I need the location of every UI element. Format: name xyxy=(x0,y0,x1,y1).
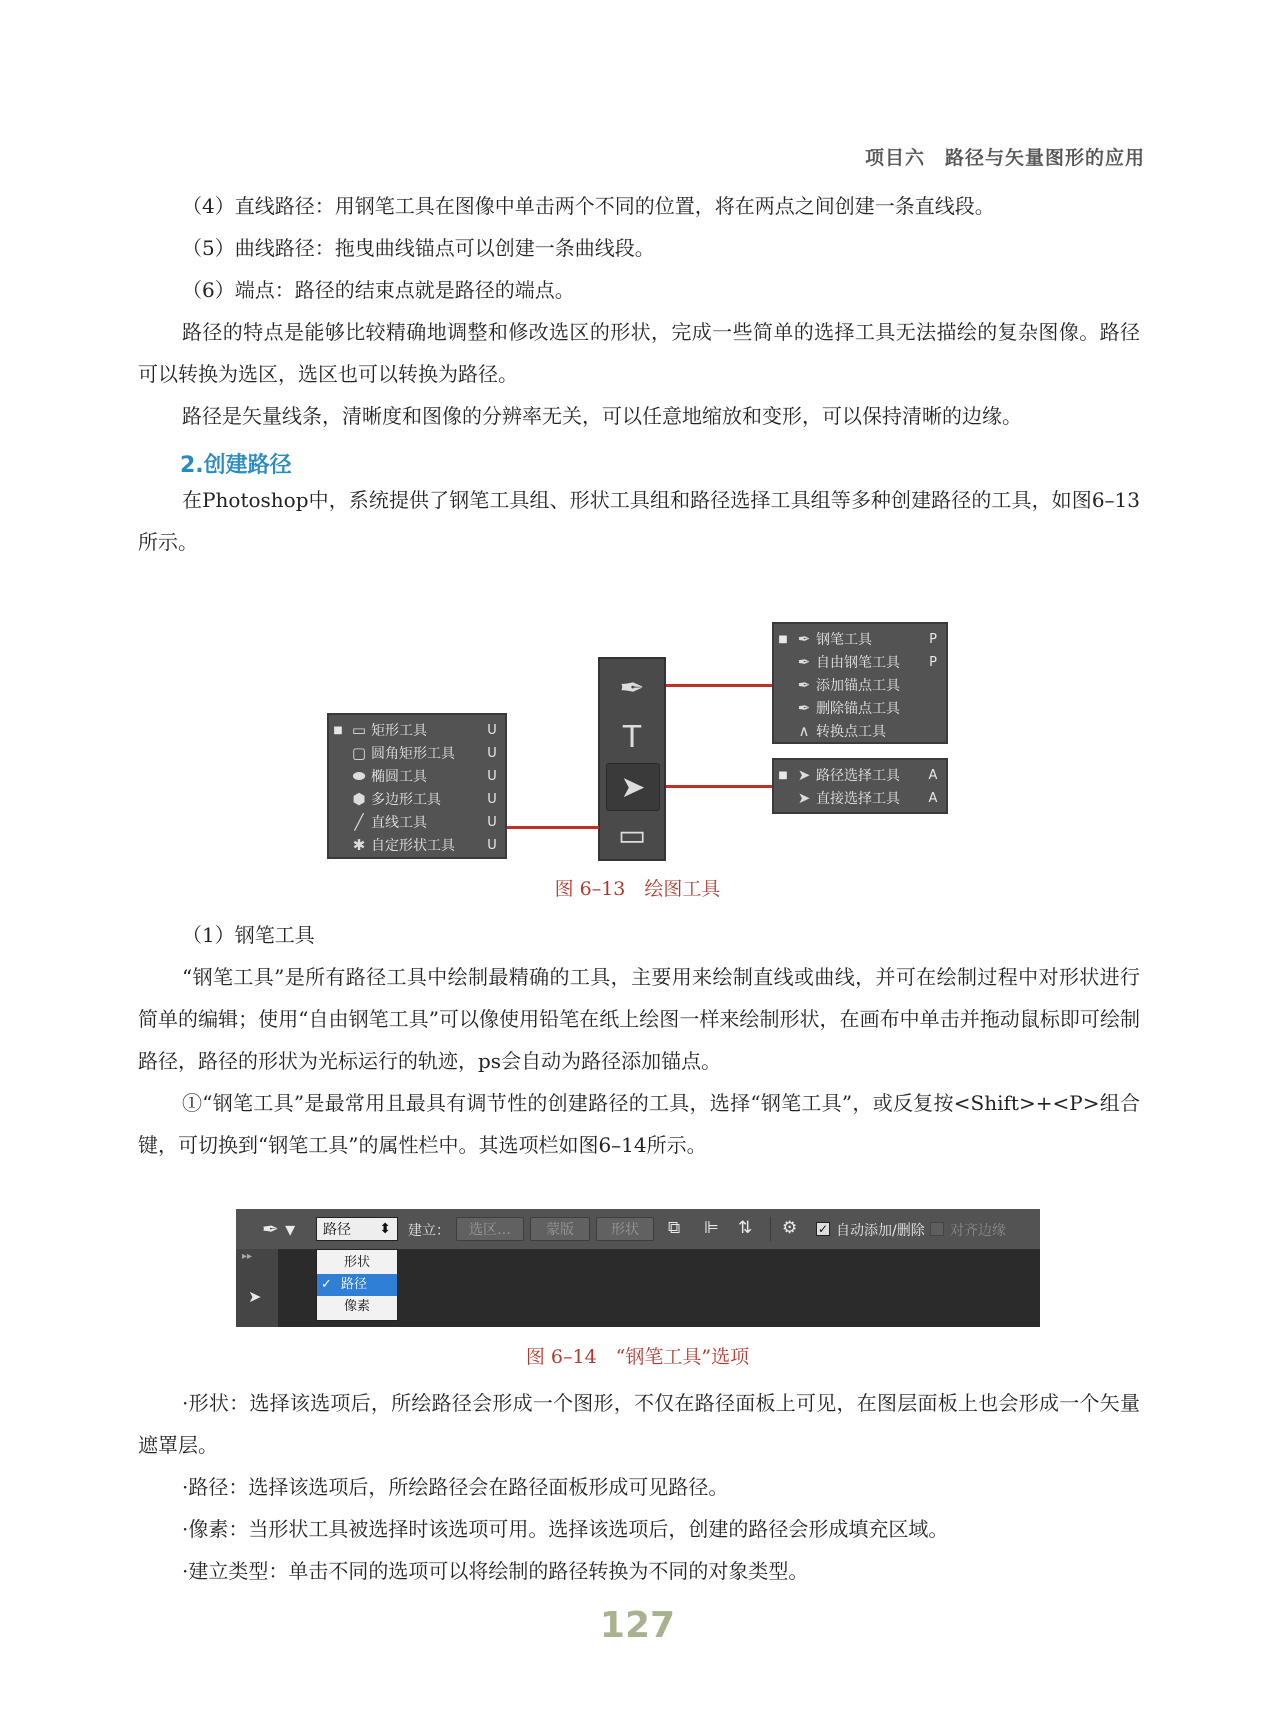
figure-caption-6-14: 图 6–14 “钢笔工具”选项 xyxy=(525,1346,750,1368)
pen-menu-item[interactable] xyxy=(774,651,946,673)
connector-line-select xyxy=(666,785,772,788)
auto-add-delete-label: 自动添加/删除 xyxy=(836,1223,925,1239)
shape-menu-item[interactable] xyxy=(329,834,505,856)
dropdown-option-pixels[interactable]: 像素 xyxy=(343,1299,370,1314)
shape-menu-item[interactable] xyxy=(329,788,505,810)
selection-tool-menu xyxy=(772,758,948,814)
dropdown-option-path[interactable] xyxy=(317,1274,397,1296)
menu-item-label: 直线工具 xyxy=(371,815,427,831)
shortcut-key: A xyxy=(928,790,938,806)
shortcut-key: U xyxy=(487,745,497,761)
running-header: 项目六 路径与矢量图形的应用 xyxy=(864,147,1145,169)
expand-icon[interactable]: ▸▸ xyxy=(242,1251,253,1262)
checkmark-icon: ✓ xyxy=(321,1277,332,1292)
options-bar xyxy=(236,1209,1040,1250)
align-edges-label: 对齐边缘 xyxy=(950,1223,1006,1239)
pen-icon: ✒ xyxy=(797,630,811,648)
gear-icon[interactable]: ⚙ xyxy=(782,1218,798,1238)
pen-preset-icon[interactable]: ✒ ▾ xyxy=(262,1217,296,1241)
rectangle-tool-icon[interactable]: ▭ xyxy=(617,817,647,853)
auto-add-delete-checkbox[interactable]: ✓ xyxy=(817,1222,829,1236)
shortcut-key: U xyxy=(487,814,497,830)
paragraph-vector-lines: 路径是矢量线条，清晰度和图像的分辨率无关，可以任意地缩放和变形，可以保持清晰的边缘。 xyxy=(182,404,1022,428)
delete-anchor-icon: ✒ xyxy=(797,699,811,717)
add-anchor-icon: ✒ xyxy=(797,676,811,694)
custom-shape-icon: ✱ xyxy=(352,836,366,854)
pen-menu-item[interactable] xyxy=(774,628,946,650)
shape-menu-item[interactable] xyxy=(329,742,505,764)
paragraph-straight-path: （4）直线路径：用钢笔工具在图像中单击两个不同的位置，将在两点之间创建一条直线段。 xyxy=(182,194,995,218)
shape-menu-item[interactable] xyxy=(329,811,505,833)
dropdown-option-shape[interactable]: 形状 xyxy=(343,1255,370,1270)
pen-menu-item[interactable] xyxy=(774,674,946,696)
menu-item-label: 自由钢笔工具 xyxy=(816,655,900,671)
menu-item-label: 矩形工具 xyxy=(371,723,427,739)
menu-item-label: 删除锚点工具 xyxy=(816,701,900,717)
menu-item-label: 钢笔工具 xyxy=(816,632,872,648)
shortcut-key: P xyxy=(929,631,937,647)
paragraph-path-features: 路径的特点是能够比较精确地调整和修改选区的形状，完成一些简单的选择工具无法描绘的复杂图像。路径可以转换为选区，选区也可以转换为路径。 xyxy=(138,320,1140,386)
make-selection-button[interactable]: 选区… xyxy=(456,1217,524,1241)
updown-icon: ⬍ xyxy=(379,1221,391,1237)
type-tool-icon[interactable]: T xyxy=(622,719,642,755)
rectangle-icon: ▭ xyxy=(351,721,367,739)
pen-menu-item[interactable] xyxy=(774,720,946,742)
bullet-shape: ·形状：选择该选项后，所绘路径会形成一个图形，不仅在路径面板上可见，在图层面板上也会形成一个矢量遮罩层。 xyxy=(138,1391,1140,1457)
bullet-pixels: ·像素：当形状工具被选择时该选项可用。选择该选项后，创建的路径会形成填充区域。 xyxy=(182,1517,949,1541)
shape-menu-item[interactable] xyxy=(329,765,505,787)
shortcut-key: U xyxy=(487,768,497,784)
sub-heading-pen-tool: （1）钢笔工具 xyxy=(182,923,315,947)
paragraph-pen-tool-desc: “钢笔工具”是所有路径工具中绘制最精确的工具，主要用来绘制直线或曲线，并可在绘制过程中对形状进行简单的编辑；使用“自由钢笔工具”可以像使用铅笔在纸上绘图一样来绘制形状，在画布中单击并拖动鼠标即可绘制路径，路径的形状为光标运行的轨迹，ps会自动为路径添加锚点。 xyxy=(138,965,1140,1073)
connector-line-pen xyxy=(666,684,772,687)
move-tool-icon[interactable]: ➤ xyxy=(248,1287,262,1306)
make-shape-button[interactable]: 形状 xyxy=(596,1217,654,1241)
mode-select[interactable] xyxy=(316,1217,398,1241)
menu-item-label: 圆角矩形工具 xyxy=(371,746,455,762)
freeform-pen-icon: ✒ xyxy=(797,653,811,671)
mode-select-value: 路径 xyxy=(323,1222,351,1238)
tools-strip xyxy=(236,1249,278,1327)
align-edges-checkbox[interactable] xyxy=(930,1222,944,1236)
polygon-icon: ⬢ xyxy=(352,790,366,808)
shape-menu-item[interactable] xyxy=(329,719,505,741)
figure-pen-options-bar xyxy=(236,1209,1040,1327)
menu-item-label: 直接选择工具 xyxy=(816,791,900,807)
path-selection-tool-icon[interactable]: ➤ xyxy=(606,763,660,811)
pen-tool-menu xyxy=(772,622,948,744)
menu-item-label: 自定形状工具 xyxy=(371,838,455,854)
page-number: 127 xyxy=(599,1605,676,1646)
selected-dot-icon: ■ xyxy=(778,633,788,645)
path-select-icon: ➤ xyxy=(797,766,811,784)
pen-menu-item[interactable] xyxy=(774,697,946,719)
select-menu-item[interactable] xyxy=(774,787,946,809)
paragraph-curve-path: （5）曲线路径：拖曳曲线锚点可以创建一条曲线段。 xyxy=(182,236,655,260)
rounded-rectangle-icon: ▢ xyxy=(351,744,367,762)
pen-tool-icon[interactable]: ✒ xyxy=(619,670,645,706)
paragraph-endpoint: （6）端点：路径的结束点就是路径的端点。 xyxy=(182,278,575,302)
shortcut-key: U xyxy=(487,791,497,807)
shortcut-key: P xyxy=(929,654,937,670)
bullet-path: ·路径：选择该选项后，所绘路径会在路径面板形成可见路径。 xyxy=(182,1475,729,1499)
path-alignment-icon[interactable]: ⊫ xyxy=(704,1218,719,1238)
select-menu-item[interactable] xyxy=(774,764,946,786)
shortcut-key: U xyxy=(487,722,497,738)
make-mask-button[interactable]: 蒙版 xyxy=(530,1217,590,1241)
direct-select-icon: ➤ xyxy=(797,789,811,807)
line-icon: ╱ xyxy=(354,813,364,831)
mode-dropdown-list xyxy=(316,1249,398,1321)
tool-panel xyxy=(598,657,666,861)
path-arrangement-icon[interactable]: ⇅ xyxy=(738,1218,753,1238)
selected-dot-icon: ■ xyxy=(778,769,788,781)
section-title: 2.创建路径 xyxy=(180,453,292,478)
connector-line-shape xyxy=(507,826,599,829)
build-label: 建立： xyxy=(408,1223,450,1239)
shortcut-key: A xyxy=(928,767,938,783)
shape-tool-menu xyxy=(327,713,507,859)
convert-point-icon: ∧ xyxy=(798,722,810,740)
menu-item-label: 添加锚点工具 xyxy=(816,678,900,694)
bullet-build-type: ·建立类型：单击不同的选项可以将绘制的路径转换为不同的对象类型。 xyxy=(182,1559,809,1583)
shortcut-key: U xyxy=(487,837,497,853)
selected-dot-icon: ■ xyxy=(333,724,343,736)
menu-item-label: 椭圆工具 xyxy=(371,769,427,785)
divider xyxy=(770,1217,771,1241)
path-operations-icon[interactable]: ⧉ xyxy=(668,1218,681,1238)
figure-caption-6-13: 图 6–13 绘图工具 xyxy=(554,878,721,900)
paragraph-pen-tool-shortcut: ①“钢笔工具”是最常用且最具有调节性的创建路径的工具，选择“钢笔工具”，或反复按<Shift>+<P>组合键，可切换到“钢笔工具”的属性栏中。其选项栏如图6–14所示。 xyxy=(138,1091,1140,1157)
menu-item-label: 路径选择工具 xyxy=(816,768,900,784)
ellipse-icon: ⬬ xyxy=(352,767,366,785)
paragraph-intro: 在Photoshop中，系统提供了钢笔工具组、形状工具组和路径选择工具组等多种创建路径的工具，如图6–13所示。 xyxy=(138,488,1140,554)
dropdown-option-path-label: 路径 xyxy=(341,1277,368,1292)
menu-item-label: 转换点工具 xyxy=(816,724,886,740)
menu-item-label: 多边形工具 xyxy=(371,792,441,808)
